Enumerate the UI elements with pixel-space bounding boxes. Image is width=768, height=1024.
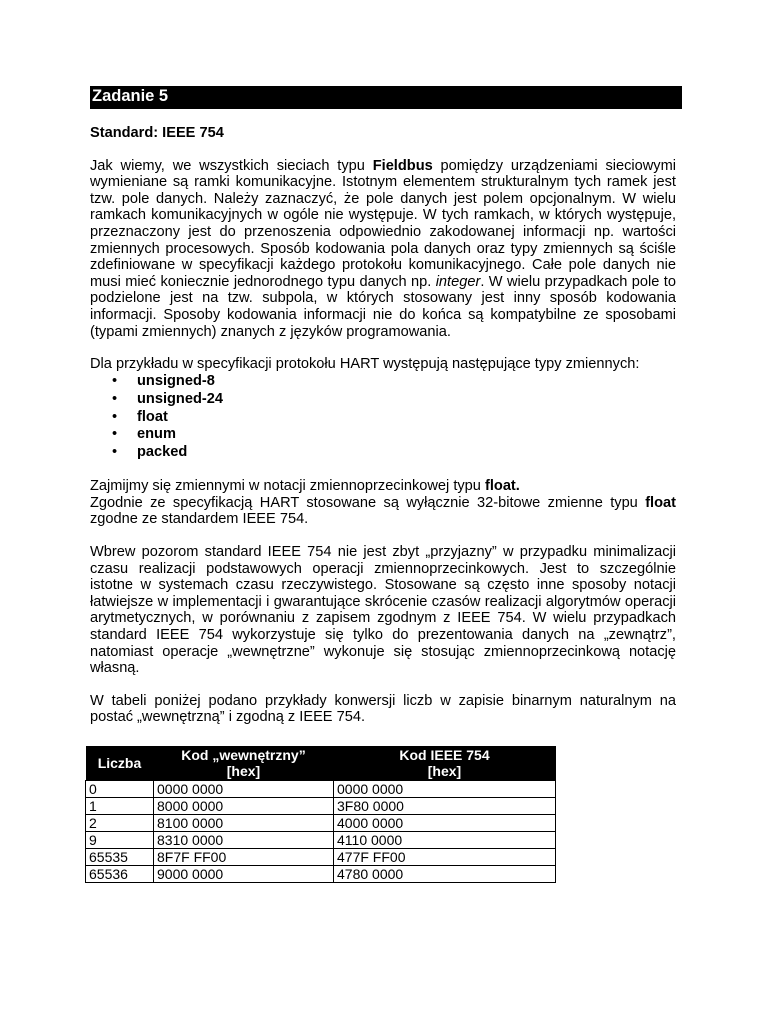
table-row: 1 8000 0000 3F80 0000 xyxy=(86,797,556,814)
table-header-row xyxy=(86,746,556,781)
column-header-ieee: Kod IEEE 754 [hex] xyxy=(334,746,556,781)
paragraph-float-line2: Zgodnie ze specyfikacją HART stosowane są wyłącznie 32-bitowe zmienne typu float zgodne ze standardem IEEE 754. xyxy=(90,494,676,528)
paragraph-intro xyxy=(90,158,676,341)
bold-term: float xyxy=(645,494,676,511)
table-row: 0 0000 0000 0000 0000 xyxy=(86,780,556,797)
list-item: • unsigned-24 xyxy=(112,390,223,407)
table-row: 2 8100 0000 4000 0000 xyxy=(86,814,556,831)
text-run: Jak wiemy, we wszystkich sieciach typu xyxy=(90,157,373,174)
paragraph-types-intro: Dla przykładu w specyfikacji protokołu HART występują następujące typy zmiennych: xyxy=(90,356,640,373)
table-row: 65536 9000 0000 4780 0000 xyxy=(86,865,556,882)
paragraph-float-line1: Zajmijmy się zmiennymi w notacji zmiennoprzecinkowej typu float. xyxy=(90,478,520,495)
text-run: . W wielu przypadkach pole to podzielone jest na tzw. subpola, w których stosowany jest inny sposób kodowania informacji. Sposoby kodowania informacji nie do końca są kompatybilne ze sposobami (typami zmiennych) znanych z języków programowania. xyxy=(90,273,676,340)
document-page xyxy=(90,86,676,883)
table-row: 65535 8F7F FF00 477F FF00 xyxy=(86,848,556,865)
bold-term: float. xyxy=(484,478,520,495)
types-list xyxy=(90,373,676,462)
column-header-internal: Kod „wewnętrzny” [hex] xyxy=(154,746,334,781)
list-item: • enum xyxy=(112,426,176,443)
text-run: pomiędzy urządzeniami sieciowymi wymieniane są ramki komunikacyjne. Istotnym elementem strukturalnym tych ramek jest tzw. pole danych. Należy zaznaczyć, że pole danych jest polem opcjonalnym. W wielu ramkach komunikacyjnych w ogóle nie występuje. W tych ramkach, w których występuje, przeznaczony jest do przenoszenia odpowiednio zakodowanej informacji np. wartości zmiennych procesowych. Sposób kodowania pola danych oraz typy zmiennych są ściśle zdefiniowane w specyfikacji każdego protokołu komunikacyjnego. Całe pole danych nie musi mieć koniecznie jednorodnego typu danych np. xyxy=(90,157,677,290)
list-item: • packed xyxy=(112,444,188,461)
list-item: • float xyxy=(112,408,168,425)
subtitle: Standard: IEEE 754 xyxy=(90,125,224,141)
section-heading: Zadanie 5 xyxy=(90,86,682,109)
paragraph-ieee-notes: Wbrew pozorom standard IEEE 754 nie jest zbyt „przyjazny” w przypadku minimalizacji czasu realizacji podstawowych operacji zmiennoprzecinkowych. Jest to szczególnie istotne w systemach czasu rzeczywistego. Stosowane są często inne sposoby notacji łatwiejsze w implementacji i gwarantujące skrócenie czasów realizacji algorytmów operacji arytmetycznych, w porównaniu z zapisem zgodnym z IEEE 754. W wielu przypadkach standard IEEE 754 wykorzystuje się tylko do prezentowania danych na „zewnątrz”, natomiast operacje „wewnętrzne” wykonuje się stosując zmiennoprzecinkową notację własną. xyxy=(90,543,676,677)
italic-term: integer xyxy=(435,273,481,290)
paragraph-table-intro: W tabeli poniżej podano przykłady konwersji liczb w zapisie binarnym naturalnym na postać „wewnętrzną” i zgodną z IEEE 754. xyxy=(90,692,676,726)
list-item: • unsigned-8 xyxy=(112,372,215,389)
table-row: 9 8310 0000 4110 0000 xyxy=(86,831,556,848)
bold-term: Fieldbus xyxy=(372,157,433,174)
conversion-table xyxy=(85,746,556,883)
column-header-liczba: Liczba xyxy=(86,746,154,781)
